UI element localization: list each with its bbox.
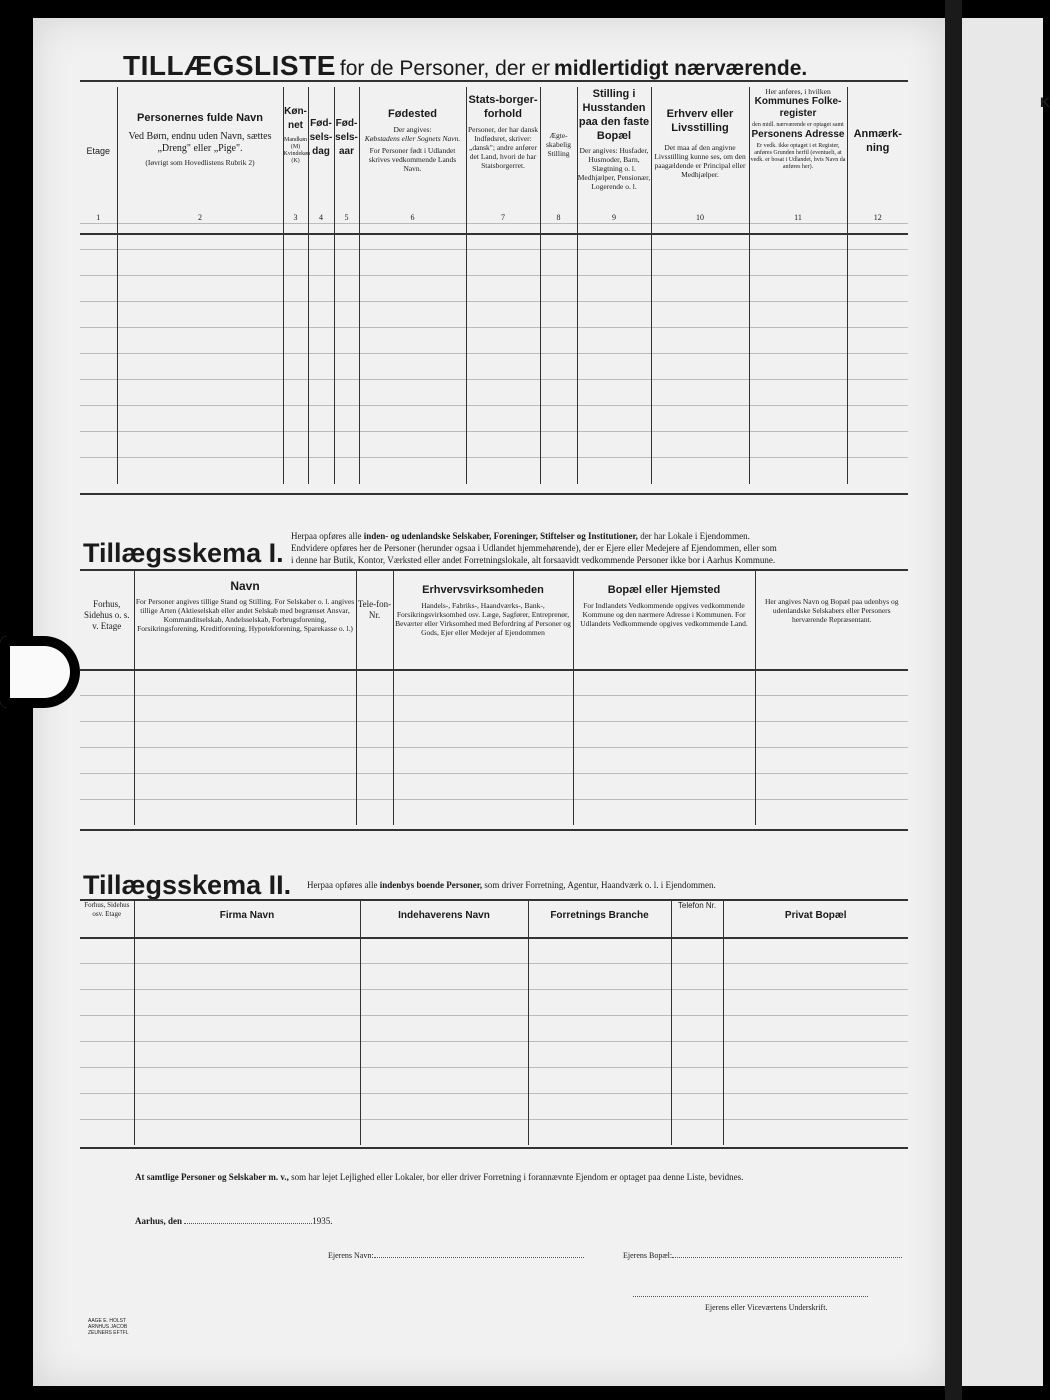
table-cell[interactable] [466,328,540,354]
table-cell[interactable] [134,937,360,963]
table-row [80,432,908,458]
table-cell[interactable] [540,354,577,380]
title-rule [80,80,908,82]
table-cell[interactable] [283,406,308,432]
table-cell[interactable] [577,250,651,276]
table-cell[interactable] [540,276,577,302]
s1-bottom-rule [80,829,908,831]
table-cell[interactable] [283,432,308,458]
table-cell[interactable] [651,432,749,458]
table-cell[interactable] [308,250,334,276]
table-cell[interactable] [577,432,651,458]
table-cell[interactable] [80,224,117,250]
table-cell[interactable] [80,799,134,825]
table-cell[interactable] [134,1093,360,1119]
table-cell[interactable] [80,669,134,695]
table-cell[interactable] [283,224,308,250]
table-cell[interactable] [723,1041,908,1067]
attestation-text: At samtlige Personer og Selskaber m. v., som har lejet Lejlighed eller Lokaler, bor eller driver Forretning i forannævnte Ejendom er optaget paa denne Liste, bevidnes. [135,1172,744,1182]
table-row [80,1067,908,1093]
s1-col-etage-header: Forhus, Sidehus o. s. v. Etage [83,599,130,631]
table-cell[interactable] [134,963,360,989]
table-cell[interactable] [723,1015,908,1041]
table-row [80,799,908,825]
table-cell[interactable] [749,354,847,380]
table-cell[interactable] [80,354,117,380]
table-cell[interactable] [466,250,540,276]
table-cell[interactable] [308,432,334,458]
table-cell[interactable] [847,432,908,458]
col-foedested-header: Fødested Der angives: Købstadens eller Sognets Navn. For Personer født i Udlandet skrives vedkommende Lands Navn. [359,87,466,213]
table-cell[interactable] [359,380,466,406]
table-cell[interactable] [80,302,117,328]
table-row [80,989,908,1015]
table-cell[interactable] [134,1041,360,1067]
table-cell[interactable] [334,276,359,302]
table-cell[interactable] [540,328,577,354]
col-foedselsaar-header: Fød-sels-aar [334,87,359,213]
table-cell[interactable] [577,224,651,250]
signature-label: Ejerens eller Viceværtens Underskrift. [705,1303,828,1312]
table-cell[interactable] [334,406,359,432]
col-foedselsdag-header: Fød-sels-dag [308,87,334,213]
table-cell[interactable] [283,250,308,276]
table-cell[interactable] [283,380,308,406]
table-row [80,695,908,721]
table-cell[interactable] [80,432,117,458]
skema1-description: Herpaa opføres alle inden- og udenlandske Selskaber, Foreninger, Stiftelser og Institutioner, der har Lokale i Ejendommen. Endvidere opføres her de Personer (herunder ogsaa i Udlandet hjemmehørende), der er Ejere eller Medejere af Ejendommen, eller som i denne har Butik, Kontor, Værksted eller andet Forretningslokale, alt forsaavidt vedkommende Personer ikke bor i Aarhus Kommune. [291,531,777,565]
table-cell[interactable] [466,224,540,250]
table-cell[interactable] [540,406,577,432]
table-cell[interactable] [540,250,577,276]
t1-header-rule [80,233,908,235]
table-cell[interactable] [466,458,540,484]
table-cell[interactable] [755,695,908,721]
table-cell[interactable] [334,250,359,276]
thumb-holding-page [0,636,80,708]
col-folkeregister-header: Her anføres, i hvilken Kommunes Folke-register den midl. nærværende er optaget samt Personens Adresse Er vedk. ikke optaget i et Register, anføres Grunden herfil (eventuelt, at vedk. er bosat i Udlandet, hvis Navn da anføres her). [749,87,847,213]
table-cell[interactable] [577,354,651,380]
table-cell[interactable] [117,406,283,432]
table-cell[interactable] [334,224,359,250]
table-cell[interactable] [334,328,359,354]
s1-col-repraesentant-header: Her angives Navn og Bopæl paa udenbys og udenlandske Selskabers eller Personers herværende Repræsentant. [755,571,908,669]
table-cell[interactable] [117,458,283,484]
table-cell[interactable] [749,380,847,406]
table-cell[interactable] [651,458,749,484]
table-row [80,224,908,250]
table-row [80,328,908,354]
table-cell[interactable] [134,695,356,721]
table-cell[interactable] [723,963,908,989]
table-cell[interactable] [528,963,671,989]
table-cell[interactable] [134,669,356,695]
table-cell[interactable] [466,302,540,328]
table-cell[interactable] [360,1041,528,1067]
table-cell[interactable] [540,380,577,406]
table-cell[interactable] [466,406,540,432]
s1-col-bopael-header: Bopæl eller Hjemsted For Indlandets Vedkommende opgives vedkommende Kommune og den nærmere Adresse i Kommunen. For Udlandets Vedkommende opgives vedkommende Land. [573,571,755,669]
table-cell[interactable] [134,989,360,1015]
table-cell[interactable] [117,250,283,276]
table-cell[interactable] [308,406,334,432]
s1-col-erhverv-header: Erhvervsvirksomheden Handels-, Fabriks-, Haandværks-, Bank-, Forsikringsvirksomhed osv. Læge, Sagfører, Entreprenør, Beværter eller Virksomhed med Befordring af Personer og Gods, Ejer eller Medejer af Ejendommen [393,571,573,669]
table-cell[interactable] [80,963,134,989]
table-cell[interactable] [755,721,908,747]
table-cell[interactable] [577,328,651,354]
table-cell[interactable] [528,1119,671,1145]
table-cell[interactable] [540,224,577,250]
table-cell[interactable] [80,773,134,799]
table-cell[interactable] [134,1015,360,1041]
table-cell[interactable] [80,406,117,432]
table-cell[interactable] [540,458,577,484]
tillaegsliste-rows [80,224,908,484]
table-cell[interactable] [80,1093,134,1119]
table-cell[interactable] [847,328,908,354]
table-cell[interactable] [573,669,755,695]
table-cell[interactable] [749,328,847,354]
table-cell[interactable] [749,406,847,432]
owner-address-line: Ejerens Bopæl: [623,1251,902,1260]
table-cell[interactable] [360,963,528,989]
table-cell[interactable] [117,328,283,354]
col-anmaerkning-header: Anmærk-ning [847,87,908,213]
table-cell[interactable] [80,328,117,354]
table-cell[interactable] [80,1015,134,1041]
title-bold: midlertidigt nærværende. [554,57,808,80]
table-cell[interactable] [359,432,466,458]
table-cell[interactable] [360,1119,528,1145]
table-cell[interactable] [117,380,283,406]
table-cell[interactable] [749,432,847,458]
table-cell[interactable] [283,302,308,328]
table-cell[interactable] [723,989,908,1015]
table-cell[interactable] [393,721,573,747]
table-cell[interactable] [651,354,749,380]
table-cell[interactable] [80,695,134,721]
table-cell[interactable] [847,380,908,406]
table-cell[interactable] [749,302,847,328]
table-row [80,1041,908,1067]
table-cell[interactable] [847,458,908,484]
s2-col-bopael-header: Privat Bopæl [723,901,908,937]
table-cell[interactable] [359,458,466,484]
table-cell[interactable] [356,721,393,747]
skema1-title: Tillægsskema I. [83,538,284,568]
date-field[interactable] [184,1223,312,1224]
col-aegteskab-header: Ægte-skabelig Stilling [540,87,577,213]
s1-header-rule [80,669,908,671]
table-row [80,1119,908,1145]
table-row [80,721,908,747]
table-cell[interactable] [334,458,359,484]
title-main: TILLÆGSLISTE [123,50,336,81]
table-row [80,1093,908,1119]
table-cell[interactable] [847,302,908,328]
title-text: for de Personer, der er [339,57,551,80]
table-cell[interactable] [755,747,908,773]
table-cell[interactable] [651,276,749,302]
table-cell[interactable] [80,989,134,1015]
table-cell[interactable] [334,380,359,406]
table-cell[interactable] [466,276,540,302]
table-cell[interactable] [723,1067,908,1093]
table-row [80,250,908,276]
table-cell[interactable] [671,937,723,963]
table-cell[interactable] [528,989,671,1015]
s1-col-telefon-header: Tele-fon-Nr. [356,571,393,669]
table-cell[interactable] [308,380,334,406]
table-cell[interactable] [847,224,908,250]
table-row [80,406,908,432]
owner-name-line: Ejerens Navn: [328,1251,584,1260]
table-cell[interactable] [359,354,466,380]
table-cell[interactable] [359,302,466,328]
page-title [123,50,943,82]
table-cell[interactable] [573,721,755,747]
table-cell[interactable] [356,669,393,695]
s1-col-navn-header: Navn For Personer angives tillige Stand og Stilling. For Selskaber o. l. angives tillige Arten (Aktieselskab eller andet Selskab med begrænset Ansvar, Kommanditselskab, Andelsselskab, Forbrugsforening, Forsikringsforening, Kreditforening, Hypotekforening, Sparekasse o. l.) [134,571,356,669]
table-cell[interactable] [80,458,117,484]
table-row [80,458,908,484]
s2-col-telefon-header: Telefon Nr. [671,901,723,937]
table-cell[interactable] [80,276,117,302]
table-cell[interactable] [573,695,755,721]
table-cell[interactable] [651,380,749,406]
table-cell[interactable] [117,224,283,250]
table-cell[interactable] [80,937,134,963]
table-cell[interactable] [283,354,308,380]
table-cell[interactable] [671,989,723,1015]
column-numbers: 1 2 3 4 5 6 7 8 9 10 11 12 [80,213,908,224]
table-cell[interactable] [359,250,466,276]
printer-imprint: AAGE E. HOLST ARNHUS JACOB ZEUNERS EFTFL [88,1318,129,1336]
table-cell[interactable] [755,773,908,799]
table-cell[interactable] [134,747,356,773]
table-row [80,937,908,963]
table-row [80,669,908,695]
table-cell[interactable] [359,276,466,302]
table-cell[interactable] [360,1067,528,1093]
table-row [80,302,908,328]
skema2-title: Tillægsskema II. [83,870,292,900]
table-cell[interactable] [528,1015,671,1041]
table-cell[interactable] [117,302,283,328]
table-cell[interactable] [671,1119,723,1145]
col-etage-header: Etage [86,146,111,156]
table-cell[interactable] [117,276,283,302]
col-koen-header: Køn-net Mandkøn (M) Kvindekøn (K) [283,87,308,213]
table-cell[interactable] [577,406,651,432]
table-cell[interactable] [80,1119,134,1145]
table-cell[interactable] [847,276,908,302]
table-cell[interactable] [577,276,651,302]
form-page [33,18,945,1386]
table-cell[interactable] [393,695,573,721]
table-cell[interactable] [466,380,540,406]
table-cell[interactable] [573,747,755,773]
table-cell[interactable] [847,354,908,380]
table-cell[interactable] [847,250,908,276]
table-cell[interactable] [528,1093,671,1119]
table-cell[interactable] [723,1093,908,1119]
table-cell[interactable] [80,721,134,747]
table-cell[interactable] [356,747,393,773]
table-cell[interactable] [651,224,749,250]
table-cell[interactable] [356,799,393,825]
table-row [80,773,908,799]
table-row [80,963,908,989]
table-cell[interactable] [528,937,671,963]
skema2-description: Herpaa opføres alle indenbys boende Personer, som driver Forretning, Agentur, Haandværk o. l. i Ejendommen. [307,880,716,890]
table-cell[interactable] [847,406,908,432]
table-row [80,1015,908,1041]
table-cell[interactable] [755,669,908,695]
table-cell[interactable] [80,1067,134,1093]
table-cell[interactable] [671,1093,723,1119]
table-cell[interactable] [308,224,334,250]
table-cell[interactable] [117,354,283,380]
table-cell[interactable] [573,799,755,825]
table-cell[interactable] [334,302,359,328]
table-row [80,276,908,302]
s2-col-indehaver-header: Indehaverens Navn [360,901,528,937]
next-page-edge: K [962,18,1043,1386]
table-cell[interactable] [393,773,573,799]
table-cell[interactable] [671,1067,723,1093]
table-cell[interactable] [80,1041,134,1067]
table-cell[interactable] [671,1015,723,1041]
table-cell[interactable] [308,458,334,484]
s2-header-rule [80,937,908,939]
table-cell[interactable] [540,432,577,458]
table-cell[interactable] [577,302,651,328]
table-cell[interactable] [749,276,847,302]
table-cell[interactable] [671,963,723,989]
table-cell[interactable] [283,276,308,302]
table-row [80,380,908,406]
table-cell[interactable] [308,302,334,328]
table-cell[interactable] [393,669,573,695]
table-cell[interactable] [134,721,356,747]
table-cell[interactable] [393,799,573,825]
table-cell[interactable] [749,250,847,276]
table-cell[interactable] [308,276,334,302]
table-cell[interactable] [540,302,577,328]
s2-col-branche-header: Forretnings Branche [528,901,671,937]
s2-bottom-rule [80,1147,908,1149]
table-cell[interactable] [393,747,573,773]
t1-bottom-rule [80,493,908,495]
owner-address-field[interactable] [672,1257,902,1258]
table-cell[interactable] [134,799,356,825]
table-cell[interactable] [134,1067,360,1093]
skema1-rows [80,669,908,825]
table-cell[interactable] [308,328,334,354]
table-cell[interactable] [117,432,283,458]
table-cell[interactable] [466,354,540,380]
table-cell[interactable] [671,1041,723,1067]
table-cell[interactable] [356,695,393,721]
table-row [80,354,908,380]
table-row [80,747,908,773]
page-gutter [945,0,962,1400]
s2-col-etage-header: Forhus, Sidehus osv. Etage [84,901,130,918]
table-cell[interactable] [528,1067,671,1093]
table-cell[interactable] [651,250,749,276]
table-cell[interactable] [308,354,334,380]
table-cell[interactable] [334,432,359,458]
table-cell[interactable] [573,773,755,799]
table-cell[interactable] [359,406,466,432]
table-cell[interactable] [577,458,651,484]
table-cell[interactable] [283,328,308,354]
table-cell[interactable] [80,250,117,276]
table-cell[interactable] [528,1041,671,1067]
table-cell[interactable] [134,773,356,799]
table-cell[interactable] [651,328,749,354]
table-cell[interactable] [356,773,393,799]
table-cell[interactable] [577,380,651,406]
table-cell[interactable] [651,302,749,328]
s2-col-firma-header: Firma Navn [134,901,360,937]
table-cell[interactable] [749,458,847,484]
table-cell[interactable] [359,328,466,354]
table-cell[interactable] [749,224,847,250]
date-line: Aarhus, den 1935. [135,1216,333,1226]
skema2-rows [80,937,908,1145]
skema1-table [80,571,908,825]
table-cell[interactable] [723,1119,908,1145]
col-navn-header: Personernes fulde Navn Ved Børn, endnu uden Navn, sættes „Dreng" eller „Pige". (Iøvrigt som Hovedlistens Rubrik 2) [117,87,283,213]
table-cell[interactable] [80,747,134,773]
table-cell[interactable] [755,799,908,825]
table-cell[interactable] [723,937,908,963]
table-cell[interactable] [134,1119,360,1145]
table-cell[interactable] [651,406,749,432]
col-statsborger-header: Stats-borger-forhold Personer, der har dansk Indfødsret, skriver: „dansk"; andre anfører det Land, hvori de har Statsborgerret. [466,87,540,213]
table-cell[interactable] [360,1093,528,1119]
owner-name-field[interactable] [374,1257,584,1258]
table-cell[interactable] [466,432,540,458]
signature-field[interactable] [633,1296,868,1297]
table-cell[interactable] [283,458,308,484]
col-stilling-header: Stilling i Husstanden paa den faste Bopæl Der angives: Husfader, Husmoder, Barn, Slægtning o. l. Medhjælper, Pensionær, Logerende o. l. [577,87,651,213]
tillaegsliste-table [80,87,908,484]
table-cell[interactable] [359,224,466,250]
table-cell[interactable] [360,989,528,1015]
table-cell[interactable] [360,937,528,963]
table-cell[interactable] [360,1015,528,1041]
col-erhverv-header: Erhverv eller Livsstilling Det maa af den angivne Livsstilling kunne ses, om den paagældende er Principal eller Medhjælper. [651,87,749,213]
table-cell[interactable] [80,380,117,406]
table-cell[interactable] [334,354,359,380]
